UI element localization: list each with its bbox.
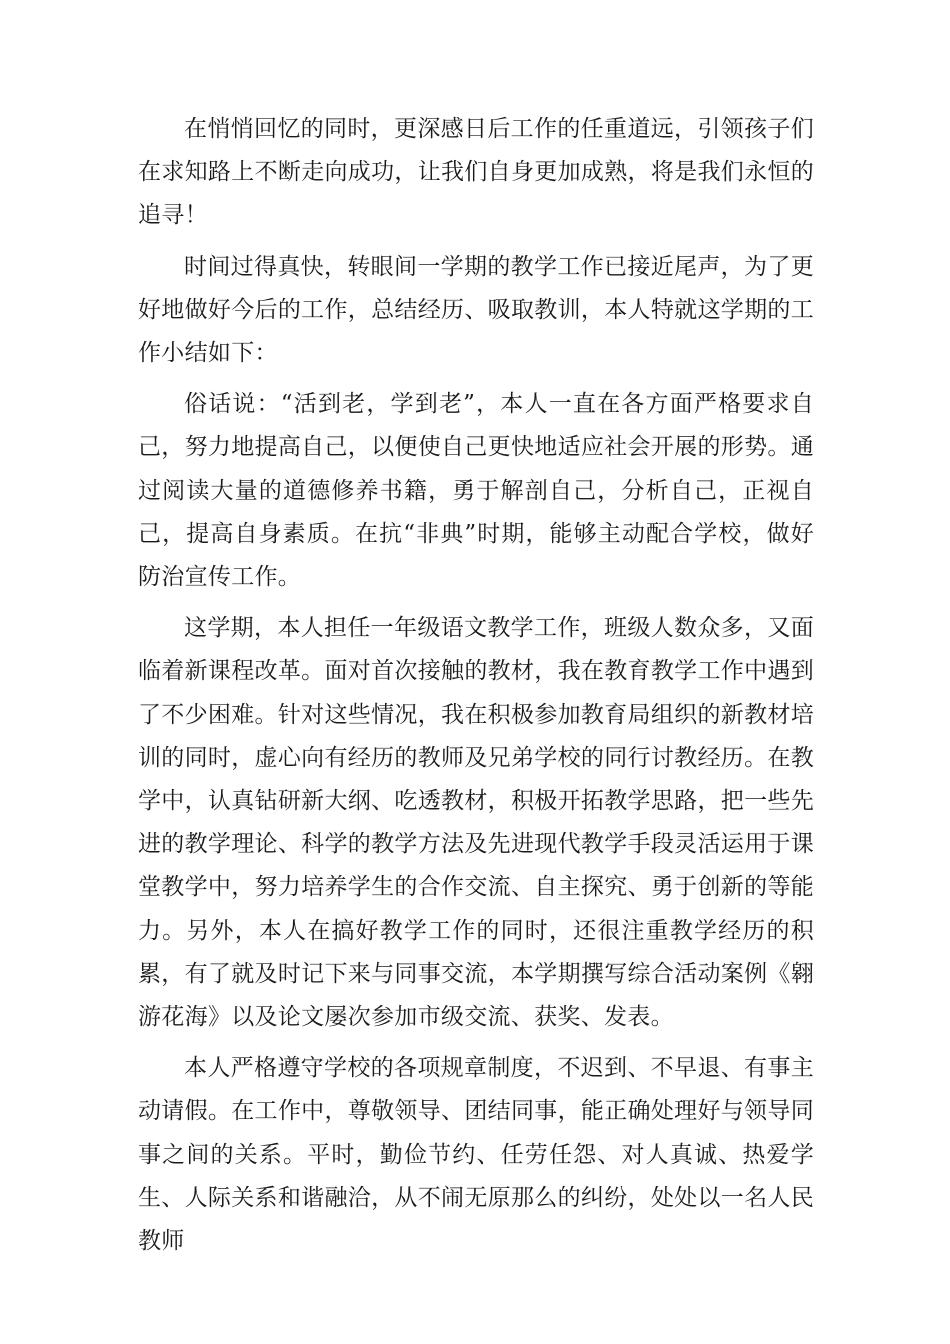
paragraph-4: 这学期，本人担任一年级语文教学工作，班级人数众多，又面临着新课程改革。面对首次接触的教材，我在教育教学工作中遇到了不少困难。针对这些情况，我在积极参加教育局组织的新教材培训的同时，虚心向有经历的教师及兄弟学校的同行讨教经历。在教学中，认真钻研新大纲、吃透教材，积极开拓教学思路，把一些先进的教学理论、科学的教学方法及先进现代教学手段灵活运用于课堂教学中，努力培养学生的合作交流、自主探究、勇于创新的等能力。另外，本人在搞好教学工作的同时，还很注重教学经历的积累，有了就及时记下来与同事交流，本学期撰写综合活动案例《翱游花海》以及论文屡次参加市级交流、获奖、发表。 xyxy=(138,615,814,1031)
paragraph-5: 本人严格遵守学校的各项规章制度，不迟到、不早退、有事主动请假。在工作中，尊敬领导、团结同事，能正确处理好与领导同事之间的关系。平时，勤俭节约、任劳任怨、对人真诚、热爱学生、人际关系和谐融洽，从不闹无原那么的纠纷，处处以一名人民教师 xyxy=(138,1055,814,1255)
document-page xyxy=(138,108,814,1271)
paragraph-1: 在悄悄回忆的同时，更深感日后工作的任重道远，引领孩子们在求知路上不断走向成功，让我们自身更加成熟，将是我们永恒的追寻！ xyxy=(138,116,814,229)
paragraph-3: 俗话说：“活到老，学到老”，本人一直在各方面严格要求自己，努力地提高自己，以便使自己更快地适应社会开展的形势。通过阅读大量的道德修养书籍，勇于解剖自己，分析自己，正视自己，提高自身素质。在抗“非典”时期，能够主动配合学校，做好防治宣传工作。 xyxy=(138,391,814,591)
paragraph-2: 时间过得真快，转眼间一学期的教学工作已接近尾声，为了更好地做好今后的工作，总结经历、吸取教训，本人特就这学期的工作小结如下： xyxy=(138,253,814,367)
